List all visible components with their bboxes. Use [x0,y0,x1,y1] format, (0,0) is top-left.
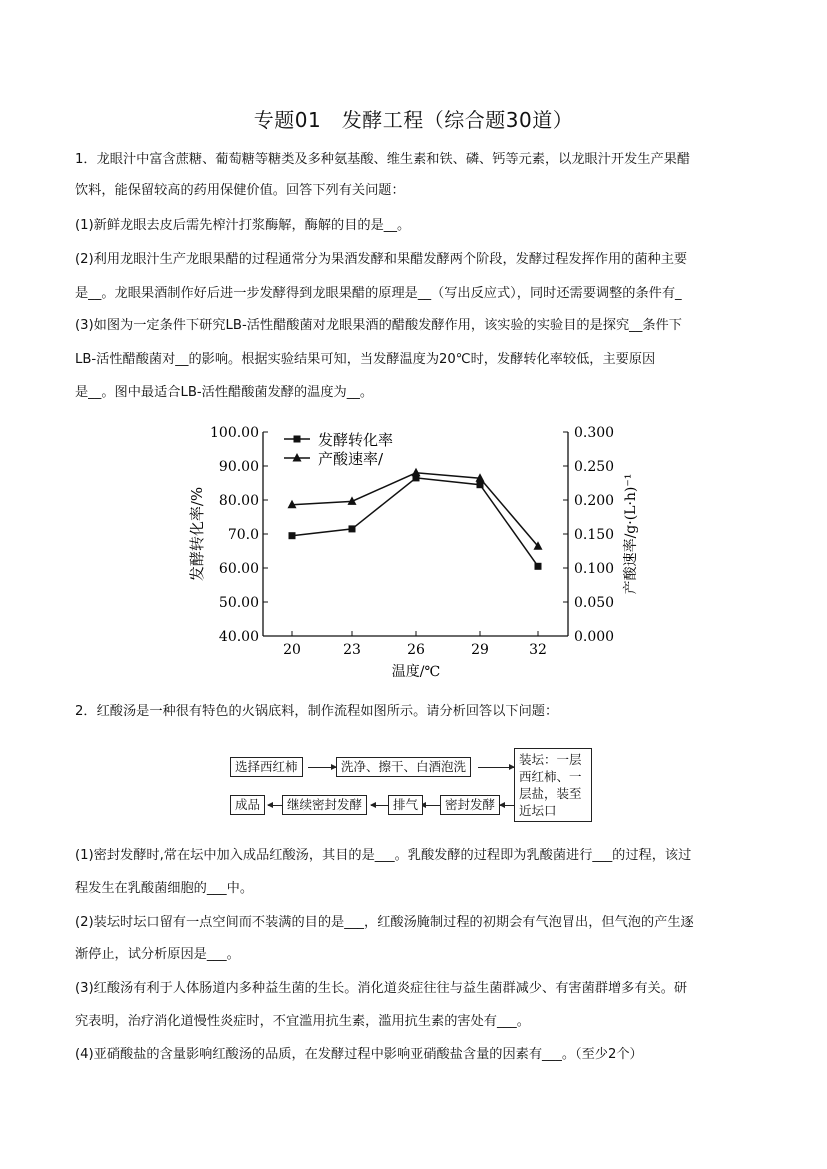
left-tick-label: 70.0 [227,527,259,543]
q2-sub2-line2: 渐停止，试分析原因是___。 [75,947,240,962]
flow-step-product: 成品 [230,795,265,815]
flow-arrow-4 [421,805,440,806]
series-line-2 [292,473,538,546]
flow-step-jar-loading: 装坛：一层西红柿、一层盐，装至近坛口 [514,748,592,822]
q1-sub3-line1: (3)如图为一定条件下研究LB-活性醋酸菌对龙眼果酒的醋酸发酵作用，该实验的实验目的是探究__条件下 [75,318,682,333]
q1-sub1: (1)新鲜龙眼去皮后需先榨汁打浆酶解，酶解的目的是__。 [75,218,411,233]
flow-step-continue-ferment: 继续密封发酵 [282,795,367,815]
right-tick-label: 0.300 [574,425,615,441]
right-tick-label: 0.250 [574,459,615,475]
left-axis-label: 发酵转化率/% [188,486,206,582]
left-tick-label: 100.00 [210,425,259,441]
x-tick-label: 29 [471,642,489,658]
left-tick-label: 50.00 [218,595,259,611]
q2-sub2-line1: (2)装坛时坛口留有一点空间而不装满的目的是___，红酸汤腌制过程的初期会有气泡冒出，但气泡的产生逐 [75,915,694,930]
data-point-triangle [412,468,421,477]
right-axis-label: 产酸速率/g·(L·h)⁻¹ [623,473,639,595]
x-tick-label: 26 [407,642,425,658]
flow-step-select-tomato: 选择西红柿 [230,757,303,777]
q1-sub3-line2: LB-活性醋酸菌对__的影响。根据实验结果可知，当发酵温度为20℃时，发酵转化率较低，主要原因 [75,352,656,367]
x-tick-label: 20 [283,642,301,658]
q1-intro-line2: 饮料，能保留较高的药用保健价值。回答下列有关问题： [75,183,405,198]
flow-arrow-1 [308,767,336,768]
q2-sub4: (4)亚硝酸盐的含量影响红酸汤的品质，在发酵过程中影响亚硝酸盐含量的因素有___。（至少2个） [75,1047,643,1062]
q1-sub2-line2: 是__。龙眼果酒制作好后进一步发酵得到龙眼果醋的原理是__（写出反应式），同时还需要调整的条件有_ [75,286,682,301]
data-point-square [289,532,296,539]
left-tick-label: 60.00 [218,561,259,577]
flow-arrow-6 [268,805,282,806]
right-tick-label: 0.000 [574,629,615,645]
x-tick-label: 23 [343,642,361,658]
fermentation-chart [180,418,650,686]
x-tick-label: 32 [529,642,547,658]
process-flow-diagram [226,748,606,824]
legend-marker-square [294,436,301,443]
series-line-1 [292,478,538,566]
q2-sub1-line2: 程发生在乳酸菌细胞的___中。 [75,881,254,896]
q1-sub2-line1: (2)利用龙眼汁生产龙眼果醋的过程通常分为果酒发酵和果醋发酵两个阶段，发酵过程发挥作用的菌种主要 [75,252,688,267]
right-tick-label: 0.100 [574,561,615,577]
flow-step-exhaust: 排气 [388,795,423,815]
legend-label-2: 产酸速率/ [318,450,384,468]
flow-step-seal-ferment: 密封发酵 [440,795,500,815]
left-tick-label: 40.00 [218,629,259,645]
x-axis-label: 温度/℃ [391,664,441,680]
flow-step-wash: 洗净、擦干、白酒泡洗 [336,757,471,777]
right-tick-label: 0.050 [574,595,615,611]
data-point-square [535,563,542,570]
q2-sub3-line1: (3)红酸汤有利于人体肠道内多种益生菌的生长。消化道炎症往往与益生菌群减少、有害菌群增多有关。研 [75,981,688,996]
flow-arrow-5 [371,805,388,806]
data-point-square [349,525,356,532]
q2-sub1-line1: (1)密封发酵时,常在坛中加入成品红酸汤，其目的是___。乳酸发酵的过程即为乳酸菌进行___的过程，该过 [75,848,692,863]
q2-intro: 2．红酸汤是一种很有特色的火锅底料，制作流程如图所示。请分析回答以下问题： [75,704,559,719]
legend-label-1: 发酵转化率 [318,431,394,449]
page-title: 专题01 发酵工程（综合题30道） [253,108,574,132]
q1-intro-line1: 1．龙眼汁中富含蔗糖、葡萄糖等糖类及多种氨基酸、维生素和铁、磷、钙等元素，以龙眼汁开发生产果醋 [75,152,691,167]
right-tick-label: 0.150 [574,527,615,543]
flow-arrow-2 [478,767,514,768]
q1-sub3-line3: 是__。图中最适合LB-活性醋酸菌发酵的温度为__。 [75,385,374,400]
flow-arrow-3 [500,805,514,806]
left-tick-label: 90.00 [218,459,259,475]
q2-sub3-line2: 究表明，治疗消化道慢性炎症时，不宜滥用抗生素，滥用抗生素的害处有___。 [75,1014,530,1029]
left-tick-label: 80.00 [218,493,259,509]
right-tick-label: 0.200 [574,493,615,509]
